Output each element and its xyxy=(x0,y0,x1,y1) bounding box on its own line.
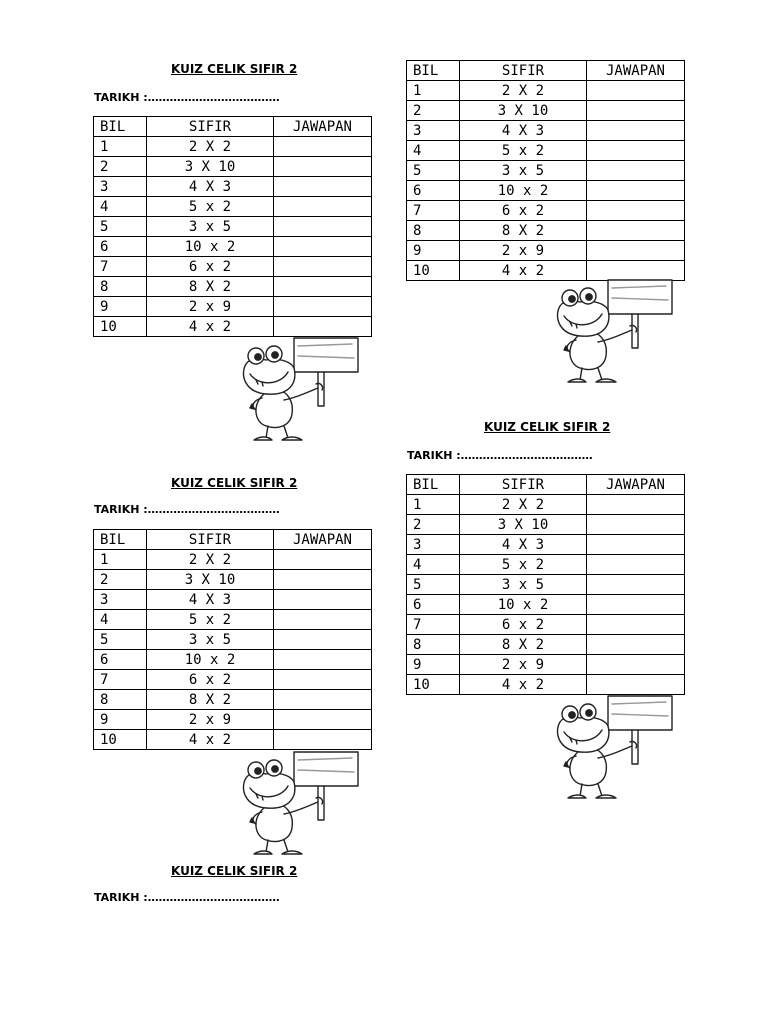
header-jawapan: JAWAPAN xyxy=(274,530,372,550)
frog-sign-icon xyxy=(232,334,362,444)
quiz-title: KUIZ CELIK SIFIR 2 xyxy=(484,420,611,434)
answer-cell[interactable] xyxy=(274,630,372,650)
row-sifir: 4 X 3 xyxy=(460,535,587,555)
answer-cell[interactable] xyxy=(274,610,372,630)
row-number: 2 xyxy=(407,515,460,535)
table-row xyxy=(407,575,685,595)
row-sifir: 3 x 5 xyxy=(460,575,587,595)
row-number: 4 xyxy=(94,197,147,217)
table-row xyxy=(407,121,685,141)
answer-cell[interactable] xyxy=(274,237,372,257)
answer-cell[interactable] xyxy=(587,241,685,261)
frog-sign-icon xyxy=(546,692,676,802)
row-sifir: 3 x 5 xyxy=(147,217,274,237)
answer-cell[interactable] xyxy=(274,670,372,690)
row-number: 10 xyxy=(407,675,460,695)
answer-cell[interactable] xyxy=(587,101,685,121)
quiz-title: KUIZ CELIK SIFIR 2 xyxy=(171,62,298,76)
row-sifir: 5 x 2 xyxy=(147,197,274,217)
answer-cell[interactable] xyxy=(587,201,685,221)
answer-cell[interactable] xyxy=(587,595,685,615)
row-sifir: 10 x 2 xyxy=(460,595,587,615)
row-sifir: 3 X 10 xyxy=(460,101,587,121)
row-number: 1 xyxy=(94,550,147,570)
answer-cell[interactable] xyxy=(274,277,372,297)
answer-cell[interactable] xyxy=(587,181,685,201)
answer-cell[interactable] xyxy=(587,81,685,101)
answer-cell[interactable] xyxy=(587,221,685,241)
date-field: TARIKH :……………………………… xyxy=(94,91,280,104)
answer-cell[interactable] xyxy=(274,710,372,730)
row-sifir: 3 X 10 xyxy=(147,157,274,177)
header-sifir: SIFIR xyxy=(147,530,274,550)
answer-cell[interactable] xyxy=(587,515,685,535)
row-sifir: 8 X 2 xyxy=(147,690,274,710)
table-row xyxy=(94,197,372,217)
row-number: 10 xyxy=(407,261,460,281)
table-row xyxy=(407,635,685,655)
row-number: 7 xyxy=(94,670,147,690)
row-number: 9 xyxy=(94,297,147,317)
table-row xyxy=(407,495,685,515)
table-row xyxy=(94,690,372,710)
row-number: 3 xyxy=(407,535,460,555)
row-sifir: 3 X 10 xyxy=(460,515,587,535)
header-bil: BIL xyxy=(94,530,147,550)
answer-cell[interactable] xyxy=(274,650,372,670)
answer-cell[interactable] xyxy=(587,535,685,555)
row-sifir: 2 x 9 xyxy=(147,297,274,317)
row-sifir: 3 x 5 xyxy=(147,630,274,650)
quiz-table xyxy=(406,60,685,281)
row-number: 1 xyxy=(407,81,460,101)
row-number: 4 xyxy=(94,610,147,630)
row-sifir: 5 x 2 xyxy=(460,555,587,575)
answer-cell[interactable] xyxy=(274,297,372,317)
answer-cell[interactable] xyxy=(274,137,372,157)
row-number: 6 xyxy=(407,595,460,615)
answer-cell[interactable] xyxy=(274,570,372,590)
row-sifir: 4 x 2 xyxy=(460,675,587,695)
row-number: 8 xyxy=(94,690,147,710)
answer-cell[interactable] xyxy=(587,635,685,655)
table-row xyxy=(407,655,685,675)
table-row xyxy=(94,710,372,730)
answer-cell[interactable] xyxy=(587,161,685,181)
row-number: 3 xyxy=(407,121,460,141)
header-bil: BIL xyxy=(94,117,147,137)
row-sifir: 8 X 2 xyxy=(460,635,587,655)
answer-cell[interactable] xyxy=(274,730,372,750)
row-sifir: 8 X 2 xyxy=(460,221,587,241)
row-number: 7 xyxy=(407,201,460,221)
row-sifir: 4 x 2 xyxy=(147,730,274,750)
row-sifir: 6 x 2 xyxy=(460,615,587,635)
header-sifir: SIFIR xyxy=(460,61,587,81)
row-sifir: 3 x 5 xyxy=(460,161,587,181)
row-number: 5 xyxy=(407,161,460,181)
row-number: 5 xyxy=(407,575,460,595)
table-row xyxy=(94,257,372,277)
header-jawapan: JAWAPAN xyxy=(274,117,372,137)
table-row xyxy=(94,177,372,197)
answer-cell[interactable] xyxy=(587,615,685,635)
row-number: 6 xyxy=(94,650,147,670)
table-header-row xyxy=(94,530,372,550)
row-number: 10 xyxy=(94,730,147,750)
row-number: 3 xyxy=(94,177,147,197)
quiz-title: KUIZ CELIK SIFIR 2 xyxy=(171,864,298,878)
row-sifir: 4 X 3 xyxy=(147,177,274,197)
row-sifir: 5 x 2 xyxy=(460,141,587,161)
row-number: 2 xyxy=(94,570,147,590)
table-row xyxy=(94,550,372,570)
table-row xyxy=(94,237,372,257)
date-field: TARIKH :……………………………… xyxy=(407,449,593,462)
table-row xyxy=(407,181,685,201)
row-number: 5 xyxy=(94,217,147,237)
table-row xyxy=(407,101,685,121)
table-row xyxy=(94,630,372,650)
header-sifir: SIFIR xyxy=(147,117,274,137)
row-sifir: 2 X 2 xyxy=(460,81,587,101)
header-bil: BIL xyxy=(407,61,460,81)
quiz-table xyxy=(406,474,685,695)
table-row xyxy=(94,137,372,157)
answer-cell[interactable] xyxy=(587,575,685,595)
row-number: 3 xyxy=(94,590,147,610)
row-sifir: 10 x 2 xyxy=(147,650,274,670)
row-sifir: 6 x 2 xyxy=(460,201,587,221)
answer-cell[interactable] xyxy=(274,197,372,217)
quiz-table xyxy=(93,116,372,337)
table-row xyxy=(407,161,685,181)
row-number: 7 xyxy=(407,615,460,635)
row-number: 9 xyxy=(407,655,460,675)
table-row xyxy=(94,277,372,297)
row-sifir: 2 X 2 xyxy=(147,550,274,570)
header-jawapan: JAWAPAN xyxy=(587,475,685,495)
answer-cell[interactable] xyxy=(274,550,372,570)
row-number: 1 xyxy=(94,137,147,157)
table-header-row xyxy=(407,475,685,495)
table-row xyxy=(94,570,372,590)
row-number: 1 xyxy=(407,495,460,515)
frog-sign-icon xyxy=(546,276,676,386)
frog-sign-icon xyxy=(232,748,362,858)
row-sifir: 5 x 2 xyxy=(147,610,274,630)
table-row xyxy=(94,670,372,690)
table-header-row xyxy=(407,61,685,81)
answer-cell[interactable] xyxy=(274,217,372,237)
row-number: 5 xyxy=(94,630,147,650)
table-row xyxy=(407,595,685,615)
row-number: 2 xyxy=(407,101,460,121)
row-number: 9 xyxy=(94,710,147,730)
row-sifir: 8 X 2 xyxy=(147,277,274,297)
row-sifir: 3 X 10 xyxy=(147,570,274,590)
row-sifir: 4 X 3 xyxy=(147,590,274,610)
row-sifir: 10 x 2 xyxy=(147,237,274,257)
answer-cell[interactable] xyxy=(274,157,372,177)
date-field: TARIKH :……………………………… xyxy=(94,891,280,904)
row-sifir: 4 x 2 xyxy=(460,261,587,281)
answer-cell[interactable] xyxy=(274,177,372,197)
table-row xyxy=(407,535,685,555)
row-number: 10 xyxy=(94,317,147,337)
table-row xyxy=(94,650,372,670)
row-sifir: 6 x 2 xyxy=(147,670,274,690)
table-row xyxy=(407,555,685,575)
row-sifir: 4 X 3 xyxy=(460,121,587,141)
table-row xyxy=(94,157,372,177)
table-row xyxy=(94,610,372,630)
answer-cell[interactable] xyxy=(274,590,372,610)
row-number: 2 xyxy=(94,157,147,177)
table-row xyxy=(407,141,685,161)
table-row xyxy=(407,615,685,635)
row-number: 8 xyxy=(407,221,460,241)
row-sifir: 4 x 2 xyxy=(147,317,274,337)
table-row xyxy=(407,241,685,261)
answer-cell[interactable] xyxy=(587,495,685,515)
table-row xyxy=(94,730,372,750)
header-jawapan: JAWAPAN xyxy=(587,61,685,81)
row-sifir: 10 x 2 xyxy=(460,181,587,201)
row-number: 8 xyxy=(407,635,460,655)
row-number: 8 xyxy=(94,277,147,297)
table-row xyxy=(407,515,685,535)
row-sifir: 6 x 2 xyxy=(147,257,274,277)
table-row xyxy=(407,201,685,221)
quiz-table xyxy=(93,529,372,750)
header-bil: BIL xyxy=(407,475,460,495)
row-sifir: 2 x 9 xyxy=(460,241,587,261)
row-number: 9 xyxy=(407,241,460,261)
row-number: 6 xyxy=(94,237,147,257)
answer-cell[interactable] xyxy=(587,121,685,141)
row-number: 4 xyxy=(407,555,460,575)
row-sifir: 2 x 9 xyxy=(460,655,587,675)
row-sifir: 2 X 2 xyxy=(460,495,587,515)
row-number: 6 xyxy=(407,181,460,201)
row-number: 7 xyxy=(94,257,147,277)
table-row xyxy=(407,81,685,101)
answer-cell[interactable] xyxy=(587,655,685,675)
table-header-row xyxy=(94,117,372,137)
answer-cell[interactable] xyxy=(274,690,372,710)
table-row xyxy=(407,221,685,241)
answer-cell[interactable] xyxy=(587,141,685,161)
table-row xyxy=(94,590,372,610)
date-field: TARIKH :……………………………… xyxy=(94,503,280,516)
answer-cell[interactable] xyxy=(587,555,685,575)
table-row xyxy=(94,217,372,237)
header-sifir: SIFIR xyxy=(460,475,587,495)
quiz-title: KUIZ CELIK SIFIR 2 xyxy=(171,476,298,490)
row-sifir: 2 X 2 xyxy=(147,137,274,157)
table-row xyxy=(94,297,372,317)
row-number: 4 xyxy=(407,141,460,161)
row-sifir: 2 x 9 xyxy=(147,710,274,730)
answer-cell[interactable] xyxy=(274,257,372,277)
